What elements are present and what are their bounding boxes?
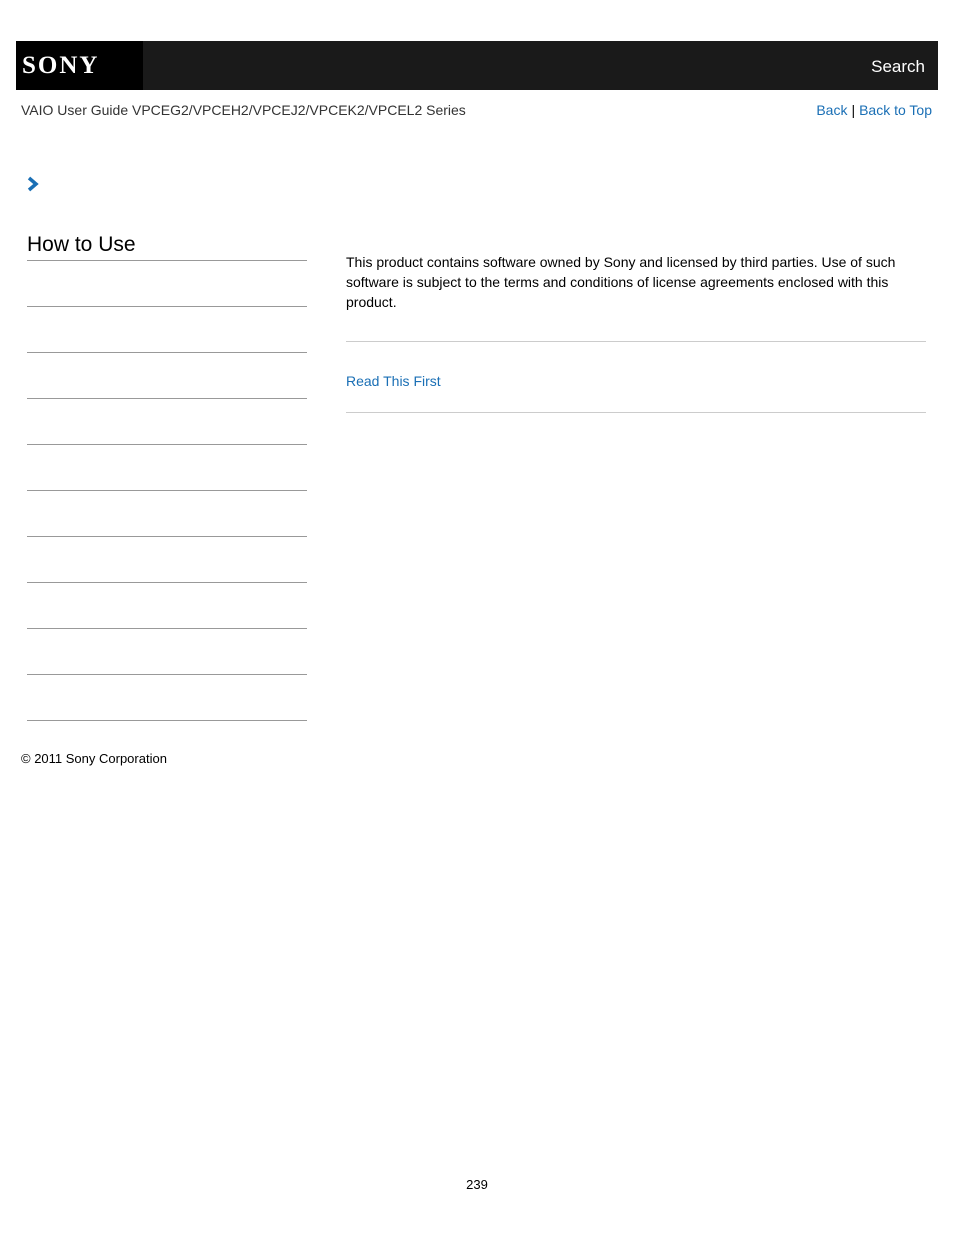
nav-links [816,102,932,118]
sidebar-item[interactable] [27,399,307,445]
sidebar [27,232,307,721]
divider [346,412,926,413]
page-number: 239 [466,1177,488,1192]
chevron-right-icon [26,176,40,192]
divider [346,341,926,342]
back-link[interactable]: Back [816,102,848,118]
sidebar-item[interactable] [27,491,307,537]
top-bar [16,41,938,90]
sidebar-item[interactable] [27,307,307,353]
sidebar-item[interactable] [27,261,307,307]
sidebar-item[interactable] [27,583,307,629]
copyright: © 2011 Sony Corporation [21,751,167,766]
sidebar-item[interactable] [27,445,307,491]
sidebar-item[interactable] [27,537,307,583]
sidebar-item[interactable] [27,353,307,399]
sidebar-title: How to Use [27,232,307,261]
main-content [346,252,926,413]
sony-logo[interactable] [16,41,143,90]
back-to-top-link[interactable]: Back to Top [859,102,932,118]
search-button[interactable]: Search [871,57,925,76]
guide-title: VAIO User Guide VPCEG2/VPCEH2/VPCEJ2/VPCEK2/VPCEL2 Series [21,102,466,118]
read-this-first-link[interactable]: Read This First [346,373,441,389]
nav-separator: | [851,102,856,118]
sidebar-item[interactable] [27,629,307,675]
sidebar-item[interactable] [27,675,307,721]
logo-text: SONY [22,52,100,79]
body-text: This product contains software owned by Sony and licensed by third parties. Use of such software is subject to the terms and conditions of license agreements enclosed with this product. [346,254,896,310]
